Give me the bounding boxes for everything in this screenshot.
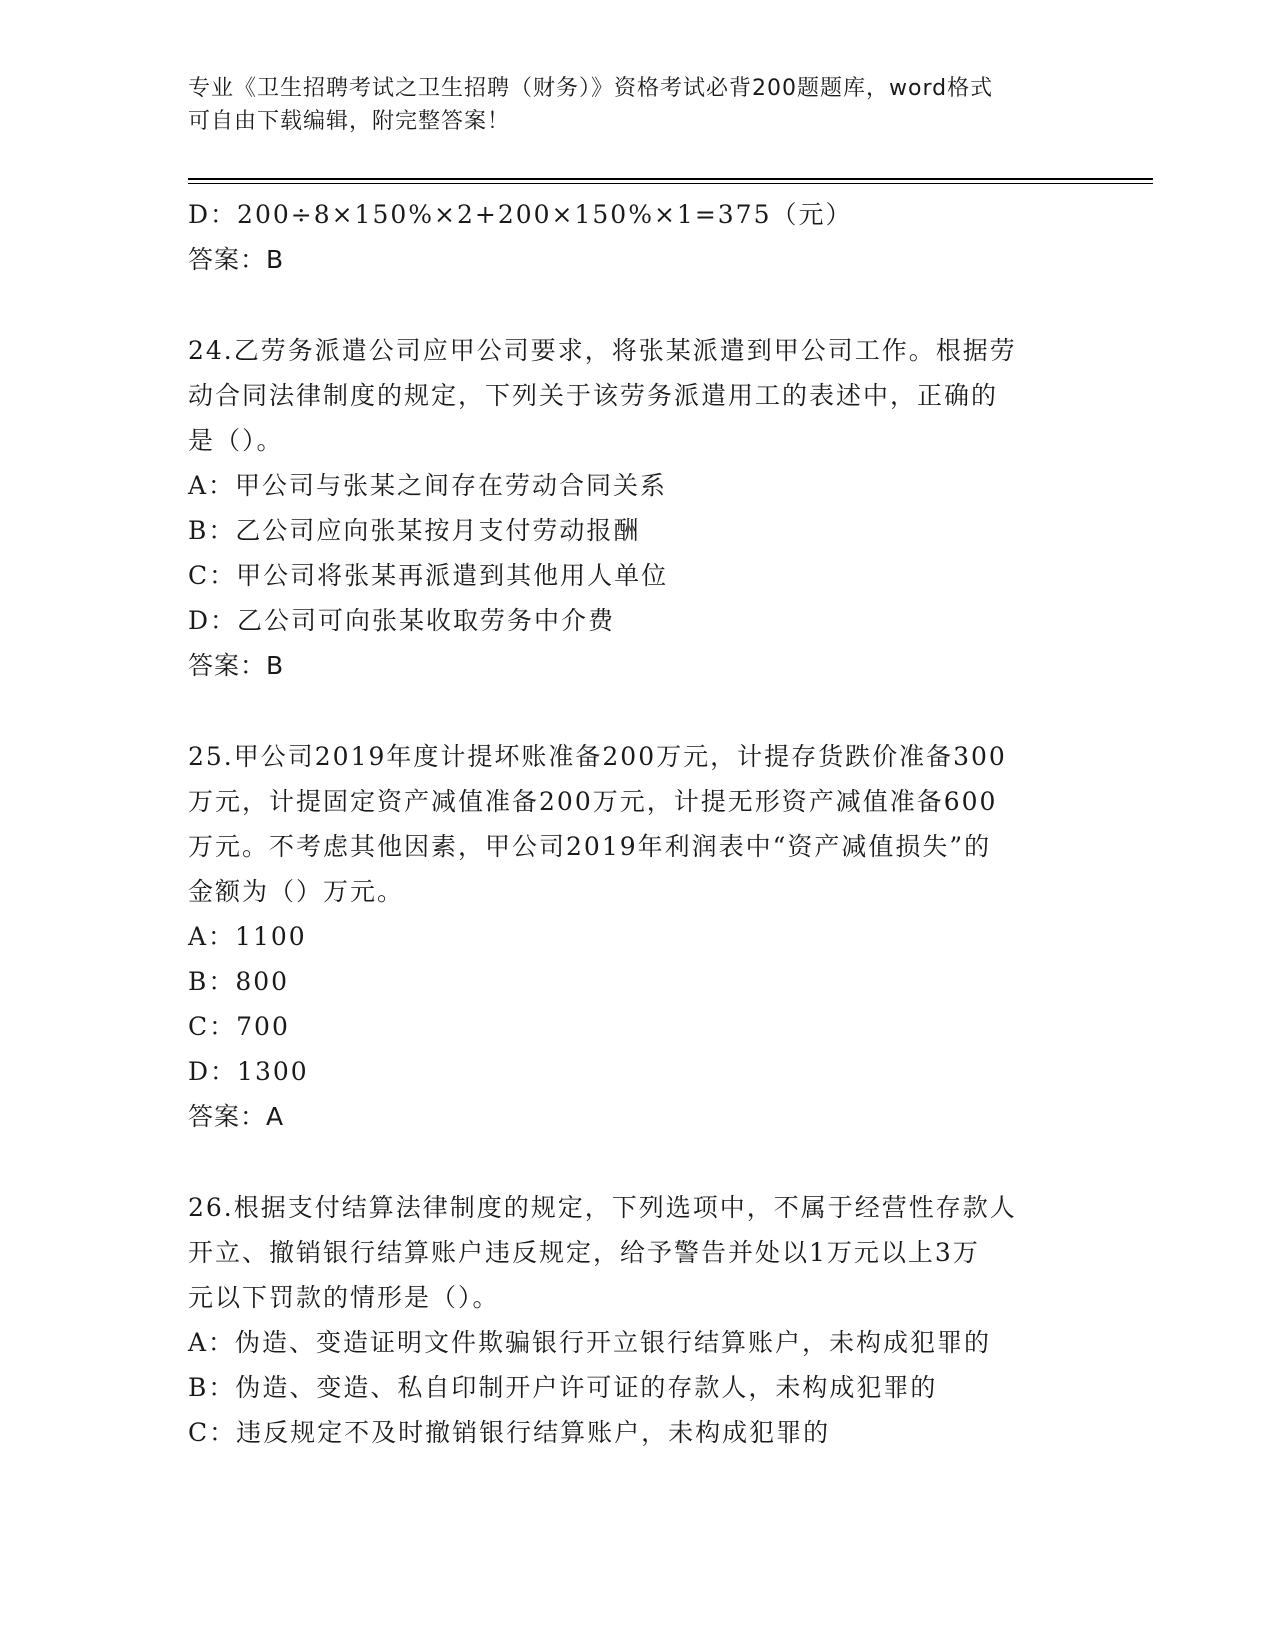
spacer [188,282,1088,328]
spacer [188,688,1088,734]
stem-line: 万元。不考虑其他因素，甲公司2019年利润表中“资产减值损失”的 [188,832,992,861]
stem-line: 动合同法律制度的规定，下列关于该劳务派遣用工的表述中，正确的 [188,381,999,410]
header-line-2: 可自由下载编辑，附完整答案！ [188,109,511,134]
option-b: B：伪造、变造、私自印制开户许可证的存款人，未构成犯罪的 [188,1373,938,1402]
question-stem [188,734,1088,914]
question-stem [188,328,1088,463]
answer-line: 答案：B [188,651,285,680]
stem-line: 25.甲公司2019年度计提坏账准备200万元，计提存货跌价准备300 [188,742,1007,771]
stem-line: 金额为（）万元。 [188,877,405,906]
option-a: A：甲公司与张某之间存在劳动合同关系 [188,471,668,500]
stem-line: 开立、撤销银行结算账户违反规定，给予警告并处以1万元以上3万 [188,1238,980,1267]
header-divider-thick [188,178,1153,180]
header-divider-thin [188,183,1153,184]
header-line-1: 专业《卫生招聘考试之卫生招聘（财务）》资格考试必背200题题库，word格式 [188,76,994,101]
answer-line: 答案：A [188,1102,285,1131]
spacer [188,1139,1088,1185]
stem-line: 是（）。 [188,426,284,455]
option-b: B：乙公司应向张某按月支付劳动报酬 [188,516,641,545]
option-a: A：伪造、变造证明文件欺骗银行开立银行结算账户，未构成犯罪的 [188,1328,992,1357]
option-c: C：700 [188,1012,290,1041]
stem-line: 元以下罚款的情形是（）。 [188,1283,500,1312]
option-c: C：违反规定不及时撤销银行结算账户，未构成犯罪的 [188,1418,831,1447]
option-d: D：乙公司可向张某收取劳务中介费 [188,606,616,635]
stem-line: 24.乙劳务派遣公司应甲公司要求，将张某派遣到甲公司工作。根据劳 [188,336,1017,365]
stem-line: 26.根据支付结算法律制度的规定，下列选项中，不属于经营性存款人 [188,1193,1017,1222]
option-d: D：1300 [188,1057,309,1086]
option-a: A：1100 [188,922,307,951]
question-25 [188,734,1088,1139]
option-b: B：800 [188,967,290,996]
question-stem [188,1185,1088,1320]
previous-question-tail [188,192,1088,282]
option-d: D：200÷8×150%×2+200×150%×1=375（元） [188,200,853,229]
option-c: C：甲公司将张某再派遣到其他用人单位 [188,561,669,590]
document-body [188,192,1088,1455]
answer-line: 答案：B [188,245,285,274]
question-24 [188,328,1088,688]
stem-line: 万元，计提固定资产减值准备200万元，计提无形资产减值准备600 [188,787,998,816]
page-header [188,72,1068,138]
question-26 [188,1185,1088,1455]
